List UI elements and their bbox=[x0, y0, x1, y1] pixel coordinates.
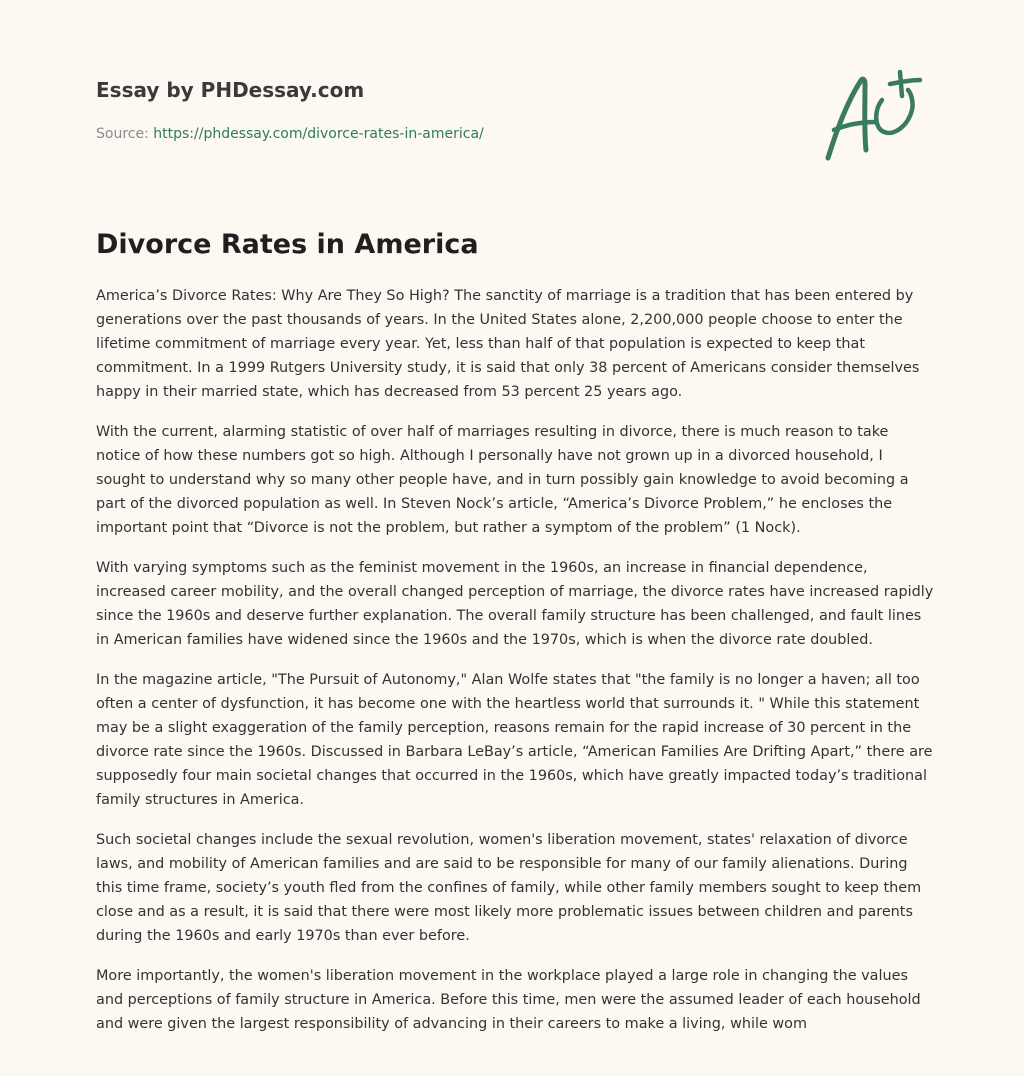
article-paragraph: With the current, alarming statistic of over half of marriages resulting in divorce, there is much reason to take notice of how these numbers got so high. Although I personally have not grown up in a divorced household, I sought to understand why so many other people have, and in turn possibly gain knowledge to avoid becoming a part of the divorced population as well. In Steven Nock’s article, “America’s Divorce Problem,” he encloses the important point that “Divorce is not the problem, but rather a symptom of the problem” (1 Nock). bbox=[96, 424, 909, 536]
article-title: Divorce Rates in America bbox=[96, 229, 479, 260]
article-paragraph: In the magazine article, "The Pursuit of Autonomy," Alan Wolfe states that "the family is no longer a haven; all too often a center of dysfunction, it has become one with the heartless world that surrounds it. " While this statement may be a slight exaggeration of the family perception, reasons remain for the rapid increase of 30 percent in the divorce rate since the 1960s. Discussed in Barbara LeBay’s article, “American Families Are Drifting Apart,” there are supposedly four main societal changes that occurred in the 1960s, which have greatly impacted today’s traditional family structures in America. bbox=[96, 672, 933, 808]
site-brand: Essay by PHDessay.com bbox=[96, 78, 365, 102]
article-paragraph: With varying symptoms such as the feminist movement in the 1960s, an increase in financial dependence, increased career mobility, and the overall changed perception of marriage, the divorce rates have increased rapidly since the 1960s and deserve further explanation. The overall family structure has been challenged, and fault lines in American families have widened since the 1960s and the 1970s, which is when the divorce rate doubled. bbox=[96, 560, 934, 648]
a-plus-grade-logo-icon bbox=[822, 66, 926, 166]
source-link[interactable]: https://phdessay.com/divorce-rates-in-america/ bbox=[153, 126, 484, 142]
source-line bbox=[96, 124, 796, 144]
article-paragraph: Such societal changes include the sexual revolution, women's liberation movement, states' relaxation of divorce laws, and mobility of American families and are said to be responsible for many of our family alienations. During this time frame, society’s youth fled from the confines of family, while other family members sought to keep them close and as a result, it is said that there were most likely more problematic issues between children and parents during the 1960s and early 1970s than ever before. bbox=[96, 832, 922, 944]
article-paragraph: More importantly, the women's liberation movement in the workplace played a large role in changing the values and perceptions of family structure in America. Before this time, men were the assumed leader of each household and were given the largest responsibility of advancing in their careers to make a living, while wom bbox=[96, 968, 921, 1032]
source-label: Source: bbox=[96, 126, 149, 142]
article-body bbox=[96, 284, 934, 1076]
article-paragraph: America’s Divorce Rates: Why Are They So High? The sanctity of marriage is a tradition that has been entered by generations over the past thousands of years. In the United States alone, 2,200,000 people choose to enter the lifetime commitment of marriage every year. Yet, less than half of that population is expected to keep that commitment. In a 1999 Rutgers University study, it is said that only 38 percent of Americans consider themselves happy in their married state, which has decreased from 53 percent 25 years ago. bbox=[96, 288, 920, 400]
page-header bbox=[96, 76, 796, 144]
